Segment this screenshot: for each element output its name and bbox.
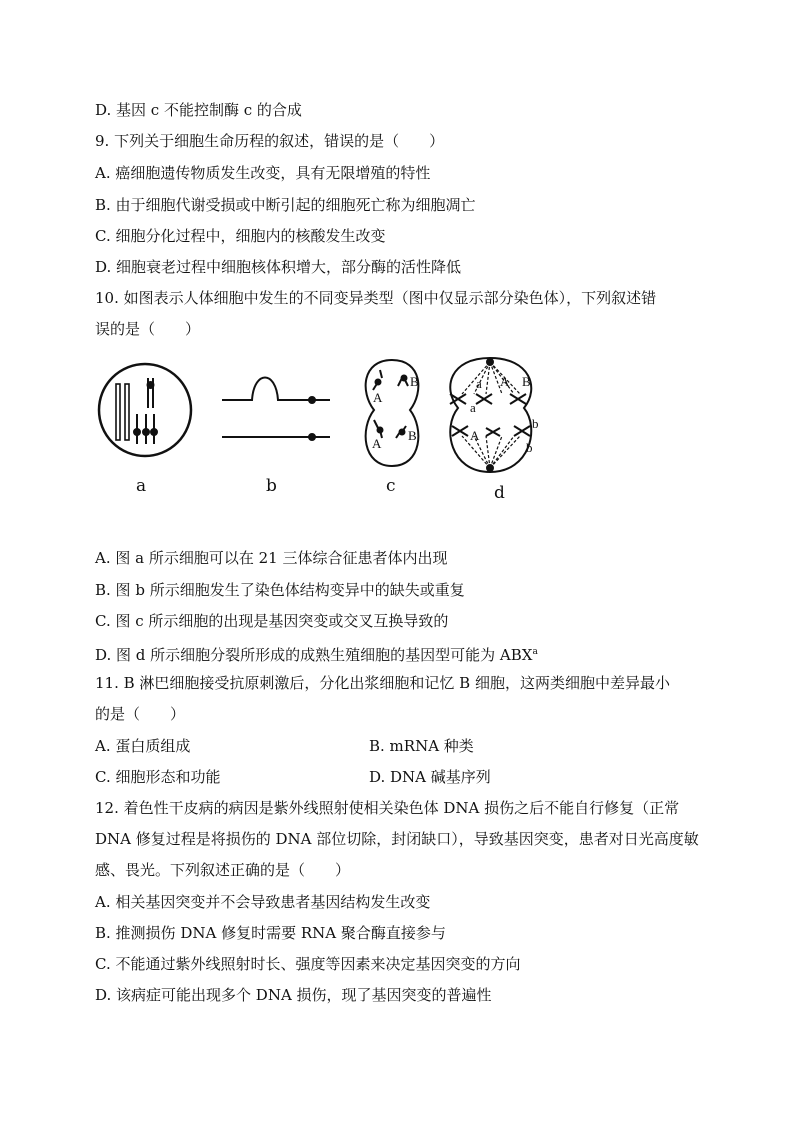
q11-stem-line2: 的是（ ） (95, 705, 186, 723)
q10-option-d (95, 642, 715, 665)
q9-stem: 9. 下列关于细胞生命历程的叙述，错误的是（ ） (95, 132, 445, 150)
gene-label-c-A2: A (372, 436, 382, 451)
q9-option-b: B. 由于细胞代谢受损或中断引起的细胞死亡称为细胞凋亡 (95, 196, 476, 214)
figure-panel-a (99, 364, 191, 456)
q12-option-c: C. 不能通过紫外线照射时长、强度等因素来决定基因突变的方向 (95, 955, 521, 973)
q8-option-d: D. 基因 c 不能控制酶 c 的合成 (95, 101, 302, 119)
gene-label-c-B1: B (410, 374, 419, 389)
figure-label-a: a (136, 476, 147, 496)
gene-label-d-b1: b (532, 416, 539, 431)
q11-option-a: A. 蛋白质组成 (95, 737, 191, 755)
q11-option-b: B. mRNA 种类 (369, 737, 474, 755)
figure-panel-d (450, 358, 531, 472)
q10-option-c: C. 图 c 所示细胞的出现是基因突变或交叉互换导致的 (95, 612, 449, 630)
q10-option-d-main: D. 图 d 所示细胞分裂所形成的成熟生殖细胞的基因型可能为 ABX (95, 646, 533, 664)
chromosome-variation-figure (90, 348, 560, 508)
gene-label-d-B1: B (522, 374, 531, 389)
gene-label-c-A1: A (373, 390, 383, 405)
gene-label-d-a2: a (470, 400, 476, 415)
q9-option-d: D. 细胞衰老过程中细胞核体积增大，部分酶的活性降低 (95, 258, 462, 276)
gene-label-c-B2: B (408, 428, 417, 443)
gene-label-d-A1: A (500, 374, 510, 389)
q9-option-a: A. 癌细胞遗传物质发生改变，具有无限增殖的特性 (95, 164, 431, 182)
gene-label-d-b2: b (526, 440, 533, 455)
q10-option-a: A. 图 a 所示细胞可以在 21 三体综合征患者体内出现 (95, 549, 448, 567)
figure-label-b: b (266, 476, 277, 496)
q10-option-d-superscript: a (532, 647, 538, 657)
q12-option-a: A. 相关基因突变并不会导致患者基因结构发生改变 (95, 893, 431, 911)
q12-option-b: B. 推测损伤 DNA 修复时需要 RNA 聚合酶直接参与 (95, 924, 446, 942)
q12-option-d: D. 该病症可能出现多个 DNA 损伤，现了基因突变的普遍性 (95, 986, 492, 1004)
q10-stem-line2: 误的是（ ） (95, 320, 201, 338)
q11-stem-line1: 11. B 淋巴细胞接受抗原刺激后，分化出浆细胞和记忆 B 细胞，这两类细胞中差异最小 (95, 674, 670, 692)
gene-label-d-a1: a (476, 376, 482, 391)
q12-stem-line2: DNA 修复过程是将损伤的 DNA 部位切除，封闭缺口），导致基因突变，患者对日光高度敏 (95, 830, 699, 848)
q12-stem-line3: 感、畏光。下列叙述正确的是（ ） (95, 861, 351, 879)
figure-label-d: d (494, 483, 505, 503)
q9-option-c: C. 细胞分化过程中，细胞内的核酸发生改变 (95, 227, 386, 245)
q10-stem-line1: 10. 如图表示人体细胞中发生的不同变异类型（图中仅显示部分染色体），下列叙述错 (95, 289, 657, 307)
figure-panel-b (222, 378, 330, 441)
q10-option-b: B. 图 b 所示细胞发生了染色体结构变异中的缺失或重复 (95, 581, 465, 599)
figure-label-c: c (386, 476, 396, 496)
q11-option-d: D. DNA 碱基序列 (369, 768, 491, 786)
q11-option-c: C. 细胞形态和功能 (95, 768, 221, 786)
gene-label-d-A2: A (470, 428, 480, 443)
q12-stem-line1: 12. 着色性干皮病的病因是紫外线照射使相关染色体 DNA 损伤之后不能自行修复（正常 (95, 799, 680, 817)
